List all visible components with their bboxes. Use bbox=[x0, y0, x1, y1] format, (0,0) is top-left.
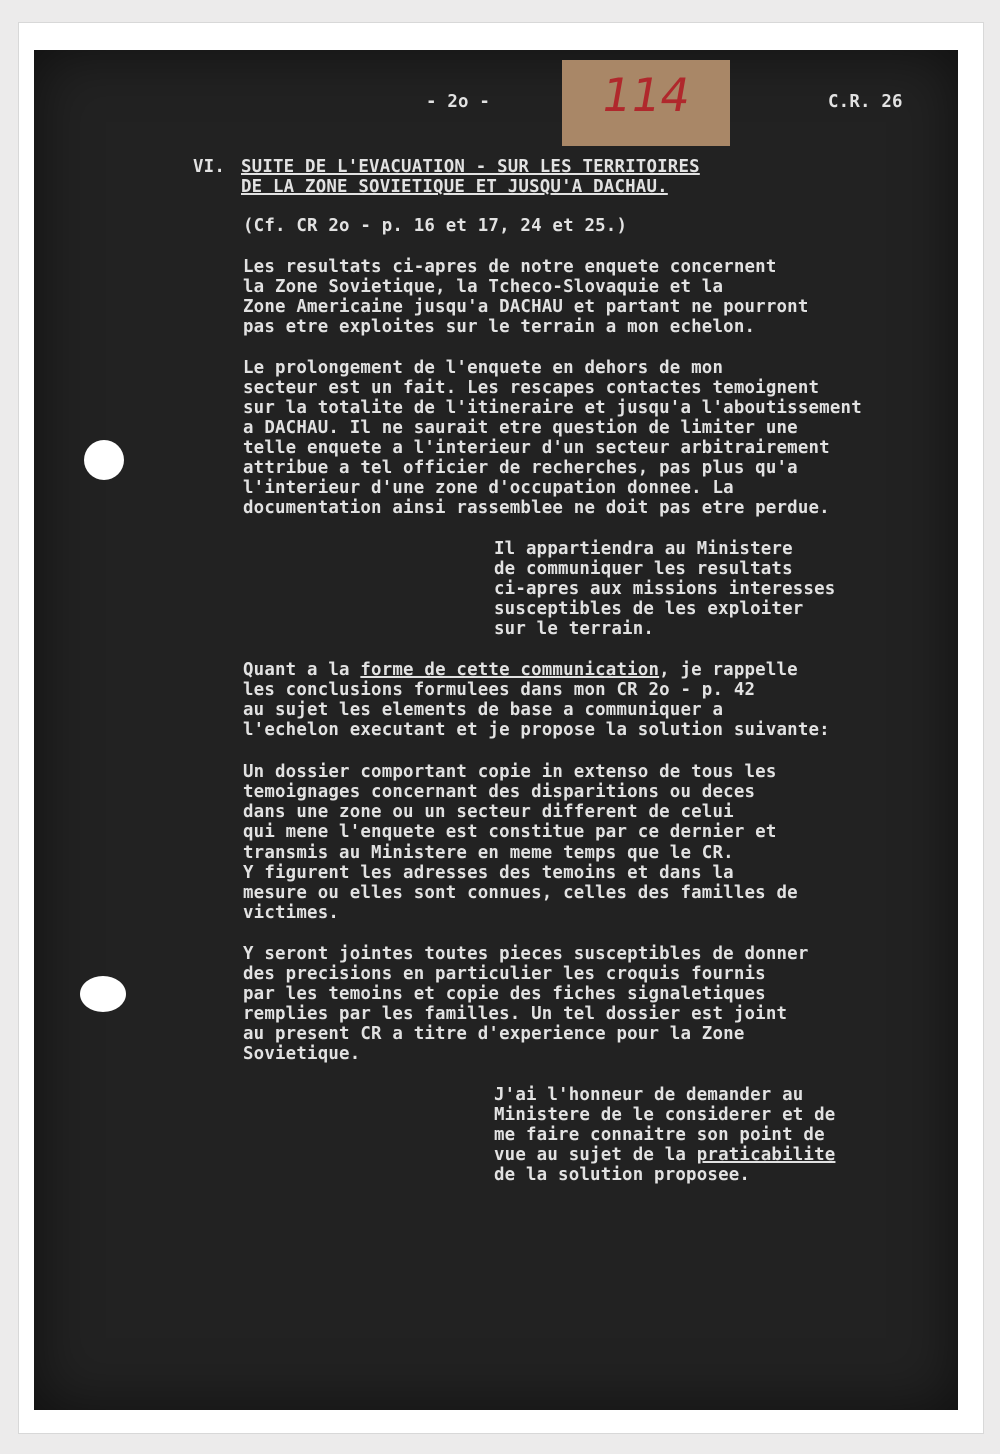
section-title-line1: SUITE DE L'EVACUATION - SUR LES TERRITOIRES bbox=[241, 157, 700, 177]
text-line: mesure ou elles sont connues, celles des familles de bbox=[243, 883, 798, 903]
text-line bbox=[494, 1145, 835, 1165]
text-line: susceptibles de les exploiter bbox=[494, 599, 804, 619]
text-line: telle enquete a l'interieur d'un secteur arbitrairement bbox=[243, 438, 830, 458]
text-line: Le prolongement de l'enquete en dehors de mon bbox=[243, 358, 724, 378]
text-line: transmis au Ministere en meme temps que le CR. bbox=[243, 843, 734, 863]
archive-stamp bbox=[562, 60, 730, 146]
report-reference: C.R. 26 bbox=[828, 92, 903, 112]
text-line: la Zone Sovietique, la Tcheco-Slovaquie et la bbox=[243, 277, 724, 297]
text-line: Ministere de le considerer et de bbox=[494, 1105, 836, 1125]
cross-reference: (Cf. CR 2o - p. 16 et 17, 24 et 25.) bbox=[243, 216, 628, 236]
text-line: l'interieur d'une zone d'occupation donnee. La bbox=[243, 478, 734, 498]
text-line: de la solution proposee. bbox=[494, 1165, 751, 1185]
text-line: remplies par les familles. Un tel dossier est joint bbox=[243, 1004, 788, 1024]
text-line: J'ai l'honneur de demander au bbox=[494, 1085, 804, 1105]
text-line: dans une zone ou un secteur different de celui bbox=[243, 802, 734, 822]
text-line bbox=[243, 660, 798, 680]
text-line: qui mene l'enquete est constitue par ce dernier et bbox=[243, 822, 777, 842]
text-line: les conclusions formulees dans mon CR 2o - p. 42 bbox=[243, 680, 756, 700]
text-line: sur la totalite de l'itineraire et jusqu'a l'aboutissement bbox=[243, 398, 862, 418]
page-number: - 2o - bbox=[426, 92, 491, 112]
underlined-phrase: forme de cette communication bbox=[360, 660, 660, 680]
text-line: ci-apres aux missions interesses bbox=[494, 579, 836, 599]
underlined-word: praticabilite bbox=[696, 1145, 836, 1165]
section-numeral: VI. bbox=[193, 157, 226, 177]
text-line: Les resultats ci-apres de notre enquete concernent bbox=[243, 257, 777, 277]
text-line: Zone Americaine jusqu'a DACHAU et partant ne pourront bbox=[243, 297, 809, 317]
text-segment: vue au sujet de la bbox=[494, 1145, 697, 1165]
text-line: sur le terrain. bbox=[494, 619, 655, 639]
text-line: l'echelon executant et je propose la solution suivante: bbox=[243, 720, 830, 740]
text-line: documentation ainsi rassemblee ne doit pas etre perdue. bbox=[243, 498, 830, 518]
stamp-number: 114 bbox=[597, 68, 695, 122]
text-line: Il appartiendra au Ministere bbox=[494, 539, 793, 559]
text-line: secteur est un fait. Les rescapes contactes temoignent bbox=[243, 378, 820, 398]
text-line: par les temoins et copie des fiches signaletiques bbox=[243, 984, 766, 1004]
text-line: a DACHAU. Il ne saurait etre question de limiter une bbox=[243, 418, 798, 438]
text-line: Un dossier comportant copie in extenso de tous les bbox=[243, 762, 777, 782]
section-title-line2: DE LA ZONE SOVIETIQUE ET JUSQU'A DACHAU. bbox=[241, 177, 668, 197]
text-line: attribue a tel officier de recherches, pas plus qu'a bbox=[243, 458, 798, 478]
text-line: des precisions en particulier les croquis fournis bbox=[243, 964, 766, 984]
text-line: me faire connaitre son point de bbox=[494, 1125, 825, 1145]
text-segment: , je rappelle bbox=[659, 660, 798, 680]
text-segment: Quant a la bbox=[243, 660, 361, 680]
text-line: Y figurent les adresses des temoins et dans la bbox=[243, 863, 734, 883]
text-line: Y seront jointes toutes pieces susceptibles de donner bbox=[243, 944, 809, 964]
text-line: au present CR a titre d'experience pour la Zone bbox=[243, 1024, 745, 1044]
text-line: de communiquer les resultats bbox=[494, 559, 793, 579]
punch-hole bbox=[84, 440, 124, 480]
text-line: victimes. bbox=[243, 903, 340, 923]
text-line: au sujet les elements de base a communiquer a bbox=[243, 700, 724, 720]
text-line: Sovietique. bbox=[243, 1044, 361, 1064]
punch-hole bbox=[80, 976, 126, 1012]
text-line: pas etre exploites sur le terrain a mon echelon. bbox=[243, 317, 756, 337]
text-line: temoignages concernant des disparitions ou deces bbox=[243, 782, 756, 802]
